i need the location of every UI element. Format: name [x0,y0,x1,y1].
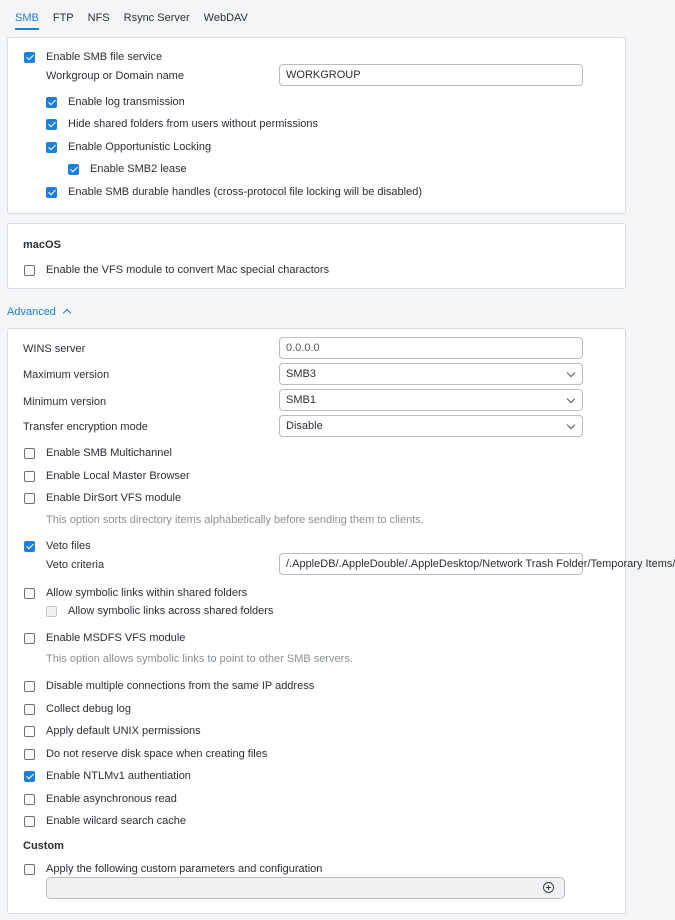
advanced-toggle[interactable]: Advanced [7,306,56,318]
tab-smb[interactable]: SMB [15,10,39,30]
veto-criteria-label: Veto criteria [46,559,105,571]
min-version-select[interactable] [279,389,583,411]
veto-files-label: Veto files [46,540,91,552]
enable-smb-checkbox[interactable] [24,52,35,63]
chevron-down-icon [567,395,575,403]
symlinks-across-checkbox [46,606,57,617]
min-version-value: SMB1 [286,394,316,406]
symlinks-within-checkbox[interactable] [24,588,35,599]
durable-handles-label: Enable SMB durable handles (cross-protocol file locking will be disabled) [68,186,423,198]
veto-criteria-input[interactable]: /.AppleDB/.AppleDouble/.AppleDesktop/Network Trash Folder/Temporary Items/ [279,553,583,575]
unix-perms-checkbox[interactable] [24,726,35,737]
tab-webdav[interactable]: WebDAV [203,12,248,24]
smb2-lease-label: Enable SMB2 lease [90,163,187,175]
dirsort-label: Enable DirSort VFS module [46,492,182,504]
tab-rsync-server[interactable]: Rsync Server [123,12,190,24]
async-read-checkbox[interactable] [24,794,35,805]
advanced-panel [7,328,675,914]
oplocks-label: Enable Opportunistic Locking [68,141,212,153]
unix-perms-label: Apply default UNIX permissions [46,725,201,737]
service-tabs [15,10,262,32]
encryption-select[interactable] [279,415,583,437]
max-version-select[interactable] [279,363,583,385]
custom-params-checkbox[interactable] [24,864,35,875]
workgroup-input[interactable]: WORKGROUP [279,64,583,86]
symlinks-within-label: Allow symbolic links within shared folders [46,587,248,599]
debug-log-label: Collect debug log [46,703,132,715]
log-transmission-label: Enable log transmission [68,96,185,108]
ntlmv1-checkbox[interactable] [24,771,35,782]
hide-shared-checkbox[interactable] [46,119,57,130]
workgroup-label: Workgroup or Domain name [46,70,184,82]
smb-settings-panel [7,37,626,214]
chevron-up-icon[interactable] [63,309,71,317]
local-master-checkbox[interactable] [24,471,35,482]
macos-panel [7,223,626,289]
wildcard-cache-checkbox[interactable] [24,816,35,827]
dirsort-hint: This option sorts directory items alphabetically before sending them to clients. [46,514,424,526]
msdfs-label: Enable MSDFS VFS module [46,632,186,644]
custom-params-label: Apply the following custom parameters and configuration [46,863,323,875]
log-transmission-checkbox[interactable] [46,97,57,108]
chevron-down-icon [567,421,575,429]
msdfs-hint: This option allows symbolic links to point to other SMB servers. [46,653,353,665]
wins-server-input[interactable]: 0.0.0.0 [279,337,583,359]
ntlmv1-label: Enable NTLMv1 authentiation [46,770,191,782]
veto-files-checkbox[interactable] [24,541,35,552]
multichannel-checkbox[interactable] [24,448,35,459]
encryption-label: Transfer encryption mode [23,421,148,433]
disable-multi-conn-label: Disable multiple connections from the same IP address [46,680,315,692]
wins-label: WINS server [23,343,86,355]
wildcard-cache-label: Enable wilcard search cache [46,815,187,827]
no-reserve-label: Do not reserve disk space when creating files [46,748,268,760]
min-version-label: Minimum version [23,396,107,408]
durable-handles-checkbox[interactable] [46,187,57,198]
enable-smb-label: Enable SMB file service [46,51,163,63]
add-circle-icon[interactable] [543,882,554,893]
async-read-label: Enable asynchronous read [46,793,177,805]
macos-title: macOS [23,239,61,251]
max-version-value: SMB3 [286,368,316,380]
hide-shared-label: Hide shared folders from users without permissions [68,118,319,130]
smb2-lease-checkbox[interactable] [68,164,79,175]
local-master-label: Enable Local Master Browser [46,470,190,482]
chevron-down-icon [567,369,575,377]
oplocks-checkbox[interactable] [46,142,57,153]
multichannel-label: Enable SMB Multichannel [46,447,172,459]
max-version-label: Maximum version [23,369,110,381]
dirsort-checkbox[interactable] [24,493,35,504]
custom-params-field [46,877,565,899]
custom-title: Custom [23,840,64,852]
debug-log-checkbox[interactable] [24,704,35,715]
tab-nfs[interactable]: NFS [87,12,110,24]
tab-ftp[interactable]: FTP [52,12,74,24]
no-reserve-checkbox[interactable] [24,749,35,760]
macos-vfs-label: Enable the VFS module to convert Mac special charactors [46,264,330,276]
symlinks-across-label: Allow symbolic links across shared folders [68,605,274,617]
encryption-value: Disable [286,420,323,432]
macos-vfs-checkbox[interactable] [24,265,35,276]
disable-multi-conn-checkbox[interactable] [24,681,35,692]
msdfs-checkbox[interactable] [24,633,35,644]
